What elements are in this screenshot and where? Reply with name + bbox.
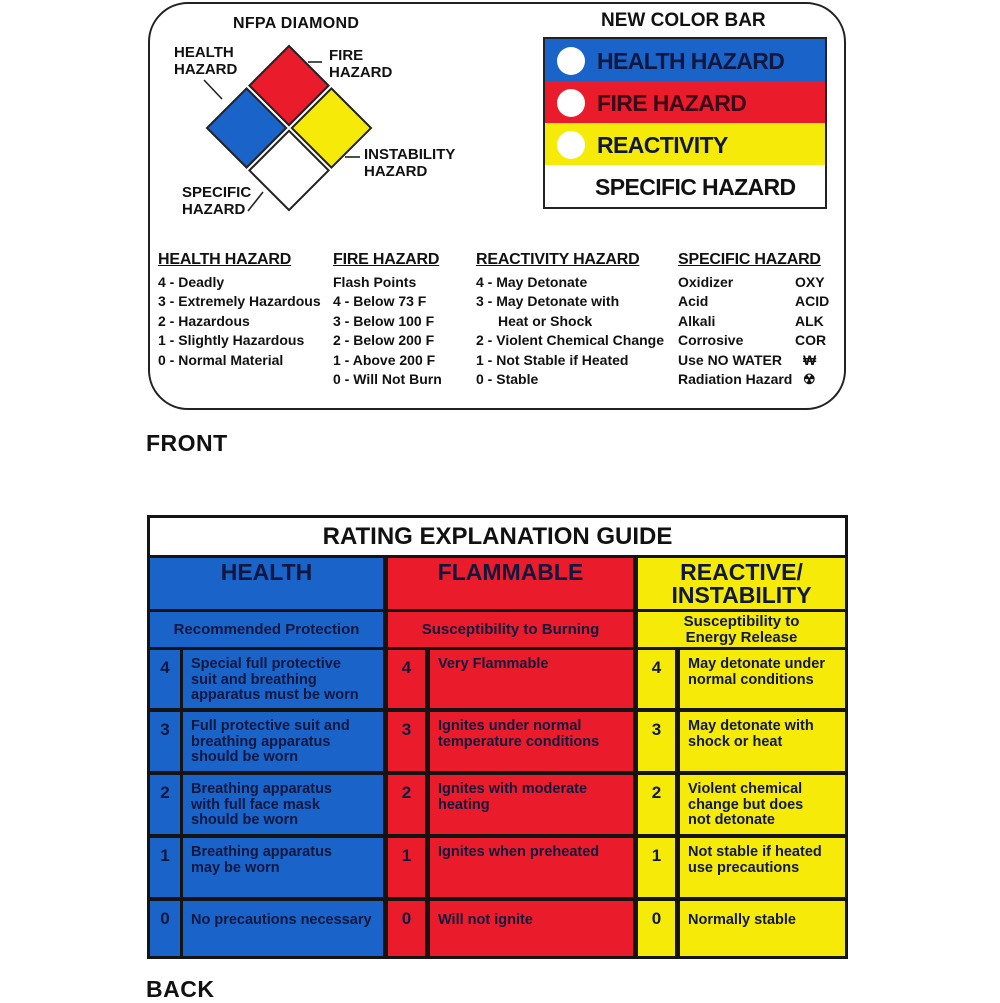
legend-line: 1 - Above 200 F: [333, 351, 436, 368]
description-line: not detonate: [688, 812, 775, 828]
description-line: Very Flammable: [438, 656, 549, 672]
health-subheader: Recommended Protection: [150, 612, 383, 647]
diamond-title: NFPA DIAMOND: [233, 15, 360, 32]
reactive-rating-description: [680, 775, 845, 834]
description-line: should be worn: [191, 749, 299, 765]
description-line: use precautions: [688, 859, 800, 876]
health-rating-number: 2: [150, 775, 180, 834]
legend-line: 0 - Normal Material: [158, 351, 284, 368]
description-line: should be worn: [191, 812, 299, 828]
legend-line: 3 - Below 100 F: [333, 312, 435, 329]
color-bar-fire: FIRE HAZARD: [545, 81, 825, 123]
reactive-rating-description: [680, 838, 845, 897]
reactive-rating-description: [680, 650, 845, 708]
legend-line: 1 - Slightly Hazardous: [158, 332, 305, 349]
legend-reactivity: [476, 251, 664, 389]
legend-line: Heat or Shock: [498, 312, 593, 329]
rating-guide-table: [147, 515, 848, 959]
health-rating-number: 1: [150, 838, 180, 897]
color-bar-title: NEW COLOR BAR: [601, 10, 766, 31]
flammable-header: FLAMMABLE: [388, 558, 633, 609]
description-line: Ignites under normal: [438, 718, 582, 734]
flammable-rating-description: [430, 901, 633, 956]
description-line: Ignites with moderate: [438, 781, 588, 797]
description-line: breathing apparatus: [191, 733, 331, 750]
legend-fire: [333, 251, 442, 389]
flammable-rating-number: 2: [388, 775, 425, 834]
description-line: No precautions necessary: [191, 912, 372, 928]
color-bar-reactivity: REACTIVITY: [545, 123, 825, 165]
legend-line: 4 - Deadly: [158, 274, 225, 290]
radiation-icon: ☢: [803, 371, 816, 388]
color-bar-health: HEALTH HAZARD: [545, 39, 825, 81]
description-line: change but does: [688, 796, 804, 813]
health-rating-number: 4: [150, 650, 180, 708]
reactive-subheader: Susceptibility to Energy Release: [638, 612, 845, 647]
legend-specific-item: Acid ACID: [678, 293, 830, 310]
description-line: May detonate under: [688, 656, 825, 672]
legend-reactivity-title: REACTIVITY HAZARD: [476, 251, 640, 268]
description-line: Not stable if heated: [688, 844, 822, 860]
legend-line: 0 - Will Not Burn: [333, 371, 442, 388]
legend-fire-title: FIRE HAZARD: [333, 251, 440, 268]
reactive-rating-description: [680, 901, 845, 956]
flammable-rating-number: 3: [388, 712, 425, 771]
front-caption: FRONT: [146, 430, 228, 456]
legend-specific-item: Alkali ALK: [678, 312, 824, 329]
description-line: shock or heat: [688, 733, 783, 750]
color-bar-specific: SPECIFIC HAZARD: [545, 165, 825, 207]
description-line: Ignites when preheated: [438, 844, 600, 860]
reactive-rating-number: 4: [638, 650, 675, 708]
flammable-rating-number: 4: [388, 650, 425, 708]
fire-hazard-label: FIRE HAZARD: [329, 47, 393, 81]
legend-specific: [678, 251, 833, 389]
description-line: apparatus must be worn: [191, 687, 359, 703]
legend-line: 2 - Violent Chemical Change: [476, 332, 665, 349]
description-line: heating: [438, 796, 490, 813]
flammable-subheader: Susceptibility to Burning: [388, 612, 633, 647]
description-line: Violent chemical: [688, 781, 803, 797]
health-rating-description: [183, 901, 383, 956]
description-line: normal conditions: [688, 671, 814, 688]
legend-line: Flash Points: [333, 274, 417, 290]
legend-specific-item: Corrosive COR: [678, 332, 827, 349]
legend-specific-item: Radiation Hazard ☢: [678, 370, 833, 389]
instability-hazard-label: INSTABILITY HAZARD: [364, 146, 456, 180]
description-line: Will not ignite: [438, 912, 533, 928]
white-circle-icon: [557, 131, 585, 159]
description-line: Breathing apparatus: [191, 781, 332, 797]
description-line: with full face mask: [191, 796, 320, 813]
white-circle-icon: [557, 89, 585, 117]
legend-line: 1 - Not Stable if Heated: [476, 351, 629, 368]
legend-health-title: HEALTH HAZARD: [158, 251, 292, 268]
health-header: HEALTH: [150, 558, 383, 609]
description-line: Special full protective: [191, 656, 341, 672]
description-line: temperature conditions: [438, 733, 600, 750]
description-line: may be worn: [191, 859, 280, 876]
color-bar: [543, 37, 827, 209]
health-rating-number: 3: [150, 712, 180, 771]
rating-guide-title: RATING EXPLANATION GUIDE: [150, 518, 845, 555]
legend-line: 2 - Below 200 F: [333, 332, 435, 349]
legend-line: 2 - Hazardous: [158, 312, 250, 329]
legend-line: 4 - May Detonate: [476, 274, 588, 290]
reactive-rating-description: [680, 712, 845, 771]
white-circle-icon: [557, 47, 585, 75]
legend-line: 3 - May Detonate with: [476, 293, 620, 310]
legend-line: 3 - Extremely Hazardous: [158, 293, 321, 310]
legend-line: 4 - Below 73 F: [333, 293, 427, 310]
description-line: Normally stable: [688, 912, 796, 928]
legend-specific-item: Oxidizer OXY: [678, 274, 825, 290]
reactive-rating-number: 3: [638, 712, 675, 771]
health-rating-description: [183, 712, 383, 771]
no-water-icon: ₩: [803, 351, 817, 368]
description-line: May detonate with: [688, 718, 814, 734]
description-line: Full protective suit and: [191, 718, 350, 734]
flammable-rating-number: 1: [388, 838, 425, 897]
flammable-rating-number: 0: [388, 901, 425, 956]
flammable-rating-description: [430, 650, 633, 708]
description-line: suit and breathing: [191, 671, 317, 688]
legend-health: [158, 251, 321, 370]
legend-specific-title: SPECIFIC HAZARD: [678, 251, 821, 268]
reactive-rating-number: 0: [638, 901, 675, 956]
legend-line: 0 - Stable: [476, 371, 539, 388]
health-rating-number: 0: [150, 901, 180, 956]
legend-specific-item: Use NO WATER ₩: [678, 351, 833, 370]
flammable-rating-description: [430, 712, 633, 771]
reactive-rating-number: 1: [638, 838, 675, 897]
back-caption: BACK: [146, 976, 215, 1002]
flammable-rating-description: [430, 838, 633, 897]
flammable-rating-description: [430, 775, 633, 834]
specific-hazard-label: SPECIFIC HAZARD: [182, 184, 252, 218]
reactive-rating-number: 2: [638, 775, 675, 834]
health-rating-description: [183, 650, 383, 708]
description-line: Breathing apparatus: [191, 844, 332, 860]
health-rating-description: [183, 775, 383, 834]
health-hazard-label: HEALTH HAZARD: [174, 44, 238, 78]
reactive-header: REACTIVE/ INSTABILITY: [638, 558, 845, 609]
health-rating-description: [183, 838, 383, 897]
